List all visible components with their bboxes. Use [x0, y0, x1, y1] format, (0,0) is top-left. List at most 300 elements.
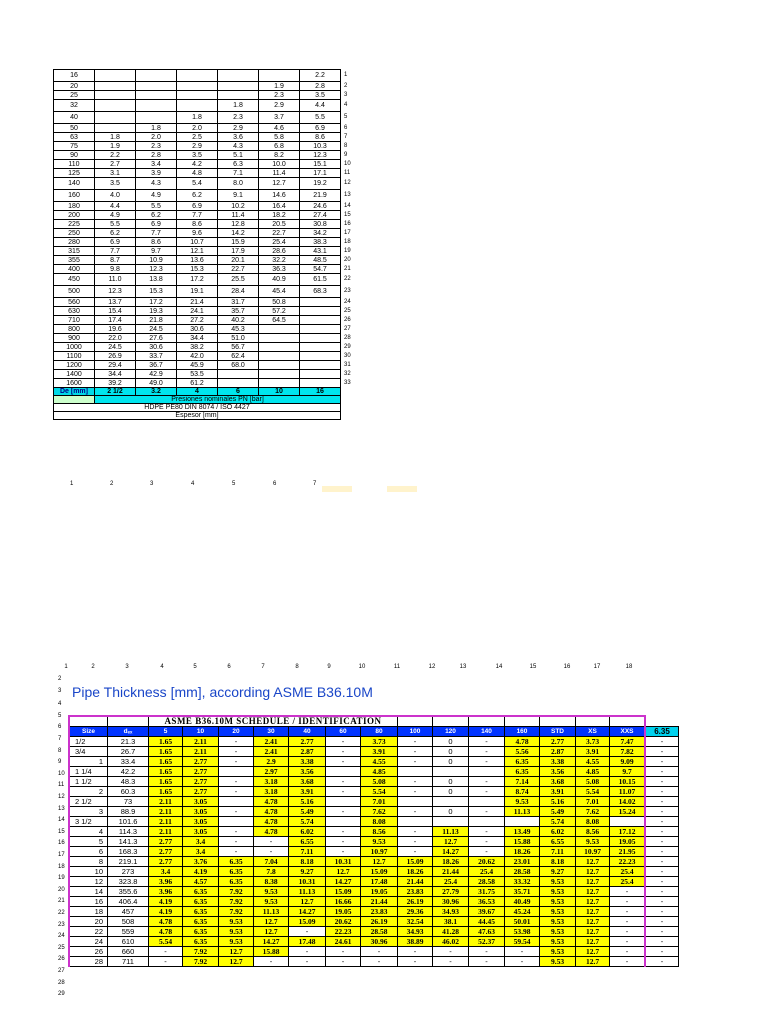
- thickness-cell[interactable]: 10.2: [218, 202, 259, 211]
- thickness-cell[interactable]: 10.97: [361, 847, 398, 857]
- thickness-cell[interactable]: 21.44: [433, 867, 469, 877]
- thickness-cell[interactable]: -: [398, 757, 433, 767]
- thickness-cell[interactable]: 15.09: [398, 857, 433, 867]
- thickness-cell[interactable]: 2.9: [254, 757, 289, 767]
- column-header[interactable]: STD: [540, 727, 576, 737]
- thickness-cell[interactable]: 19.05: [361, 887, 398, 897]
- thickness-cell[interactable]: 6.9: [136, 220, 177, 229]
- od-cell[interactable]: 500: [54, 286, 95, 298]
- thickness-cell[interactable]: 8.38: [254, 877, 289, 887]
- od-cell[interactable]: 26.7: [108, 747, 149, 757]
- thickness-cell[interactable]: 31.7: [218, 298, 259, 307]
- thickness-cell[interactable]: 7.92: [183, 957, 219, 967]
- thickness-cell[interactable]: 9.53: [540, 907, 576, 917]
- od-cell[interactable]: 610: [108, 937, 149, 947]
- od-cell[interactable]: 90: [54, 151, 95, 160]
- thickness-cell[interactable]: -: [610, 927, 646, 937]
- thickness-cell[interactable]: 13.6: [177, 256, 218, 265]
- thickness-cell[interactable]: 5.1: [218, 151, 259, 160]
- od-cell[interactable]: 280: [54, 238, 95, 247]
- thickness-cell[interactable]: 8.18: [289, 857, 326, 867]
- thickness-cell[interactable]: 0: [433, 737, 469, 747]
- od-cell[interactable]: 60.3: [108, 787, 149, 797]
- thickness-cell[interactable]: 3.4: [136, 160, 177, 169]
- thickness-cell[interactable]: 15.09: [326, 887, 361, 897]
- thickness-cell[interactable]: 6.02: [289, 827, 326, 837]
- od-cell[interactable]: 560: [54, 298, 95, 307]
- thickness-cell[interactable]: [300, 307, 341, 316]
- thickness-cell[interactable]: 9.27: [540, 867, 576, 877]
- thickness-cell[interactable]: 40.2: [218, 316, 259, 325]
- column-header[interactable]: 100: [398, 727, 433, 737]
- thickness-cell[interactable]: 2.11: [149, 827, 183, 837]
- thickness-cell[interactable]: 40.9: [259, 274, 300, 286]
- thickness-cell[interactable]: -: [505, 947, 540, 957]
- thickness-cell[interactable]: [136, 91, 177, 100]
- thickness-cell[interactable]: [433, 767, 469, 777]
- thickness-cell[interactable]: 27.79: [433, 887, 469, 897]
- column-header[interactable]: dₑₓ: [108, 727, 149, 737]
- thickness-cell[interactable]: 25.4: [469, 867, 505, 877]
- thickness-cell[interactable]: 45.3: [218, 325, 259, 334]
- size-cell[interactable]: 8: [69, 857, 108, 867]
- od-cell[interactable]: 457: [108, 907, 149, 917]
- thickness-cell[interactable]: 5.74: [540, 817, 576, 827]
- extra-cell[interactable]: -: [645, 787, 679, 797]
- thickness-cell[interactable]: 11.07: [610, 787, 646, 797]
- extra-cell[interactable]: -: [645, 797, 679, 807]
- thickness-cell[interactable]: 12.7: [576, 887, 610, 897]
- thickness-cell[interactable]: 4.4: [300, 100, 341, 112]
- thickness-cell[interactable]: 8.56: [576, 827, 610, 837]
- thickness-cell[interactable]: 68.0: [218, 361, 259, 370]
- thickness-cell[interactable]: [259, 352, 300, 361]
- thickness-cell[interactable]: 8.08: [361, 817, 398, 827]
- od-cell[interactable]: 75: [54, 142, 95, 151]
- thickness-cell[interactable]: 1.65: [149, 757, 183, 767]
- thickness-cell[interactable]: 3.1: [95, 169, 136, 178]
- thickness-cell[interactable]: -: [469, 737, 505, 747]
- thickness-cell[interactable]: 32.54: [398, 917, 433, 927]
- thickness-cell[interactable]: 4.3: [218, 142, 259, 151]
- column-header[interactable]: 30: [254, 727, 289, 737]
- thickness-cell[interactable]: 3.68: [289, 777, 326, 787]
- thickness-cell[interactable]: 12.3: [300, 151, 341, 160]
- thickness-cell[interactable]: [300, 370, 341, 379]
- thickness-cell[interactable]: 3.91: [361, 747, 398, 757]
- thickness-cell[interactable]: 56.7: [218, 343, 259, 352]
- thickness-cell[interactable]: 9.53: [540, 947, 576, 957]
- thickness-cell[interactable]: [136, 82, 177, 91]
- thickness-cell[interactable]: 12.7: [576, 937, 610, 947]
- thickness-cell[interactable]: 9.53: [540, 917, 576, 927]
- thickness-cell[interactable]: [398, 817, 433, 827]
- column-header[interactable]: 5: [149, 727, 183, 737]
- thickness-cell[interactable]: 10.7: [177, 238, 218, 247]
- thickness-cell[interactable]: 25.4: [433, 877, 469, 887]
- thickness-cell[interactable]: [95, 70, 136, 82]
- thickness-cell[interactable]: 42.0: [177, 352, 218, 361]
- thickness-cell[interactable]: 15.4: [95, 307, 136, 316]
- thickness-cell[interactable]: 7.92: [183, 947, 219, 957]
- thickness-cell[interactable]: 25.4: [610, 867, 646, 877]
- thickness-cell[interactable]: 17.12: [610, 827, 646, 837]
- thickness-cell[interactable]: 10.97: [576, 847, 610, 857]
- thickness-cell[interactable]: 2.0: [136, 133, 177, 142]
- thickness-cell[interactable]: -: [289, 927, 326, 937]
- thickness-cell[interactable]: 2.77: [149, 847, 183, 857]
- thickness-cell[interactable]: 5.16: [540, 797, 576, 807]
- thickness-cell[interactable]: [177, 70, 218, 82]
- thickness-cell[interactable]: 3.18: [254, 777, 289, 787]
- extra-cell[interactable]: -: [645, 847, 679, 857]
- thickness-cell[interactable]: 22.7: [218, 265, 259, 274]
- thickness-cell[interactable]: [136, 70, 177, 82]
- thickness-cell[interactable]: [300, 352, 341, 361]
- thickness-cell[interactable]: -: [149, 947, 183, 957]
- thickness-cell[interactable]: 27.6: [136, 334, 177, 343]
- size-cell[interactable]: 22: [69, 927, 108, 937]
- column-header[interactable]: 140: [469, 727, 505, 737]
- thickness-cell[interactable]: 19.3: [136, 307, 177, 316]
- thickness-cell[interactable]: [469, 797, 505, 807]
- thickness-cell[interactable]: 3.91: [576, 747, 610, 757]
- size-cell[interactable]: 2 1/2: [69, 797, 108, 807]
- thickness-cell[interactable]: -: [398, 807, 433, 817]
- thickness-cell[interactable]: 3.05: [183, 827, 219, 837]
- thickness-cell[interactable]: -: [610, 937, 646, 947]
- thickness-cell[interactable]: -: [610, 907, 646, 917]
- od-cell[interactable]: 63: [54, 133, 95, 142]
- thickness-cell[interactable]: [218, 370, 259, 379]
- thickness-cell[interactable]: 12.7: [576, 867, 610, 877]
- thickness-cell[interactable]: 6.35: [219, 877, 254, 887]
- od-cell[interactable]: 400: [54, 265, 95, 274]
- thickness-cell[interactable]: [259, 370, 300, 379]
- thickness-cell[interactable]: 9.7: [610, 767, 646, 777]
- thickness-cell[interactable]: 7.1: [218, 169, 259, 178]
- thickness-cell[interactable]: -: [326, 757, 361, 767]
- od-cell[interactable]: 168.3: [108, 847, 149, 857]
- thickness-cell[interactable]: 39.2: [95, 379, 136, 388]
- thickness-cell[interactable]: 25.5: [218, 274, 259, 286]
- thickness-cell[interactable]: -: [398, 737, 433, 747]
- thickness-cell[interactable]: 6.35: [183, 907, 219, 917]
- thickness-cell[interactable]: 1.65: [149, 767, 183, 777]
- od-cell[interactable]: 355.6: [108, 887, 149, 897]
- thickness-cell[interactable]: [177, 82, 218, 91]
- thickness-cell[interactable]: 3.76: [183, 857, 219, 867]
- thickness-cell[interactable]: 10.31: [326, 857, 361, 867]
- thickness-cell[interactable]: 15.3: [136, 286, 177, 298]
- thickness-cell[interactable]: 2.7: [95, 160, 136, 169]
- od-cell[interactable]: 250: [54, 229, 95, 238]
- thickness-cell[interactable]: 12.7: [219, 957, 254, 967]
- thickness-cell[interactable]: 2.8: [136, 151, 177, 160]
- thickness-cell[interactable]: -: [398, 947, 433, 957]
- thickness-cell[interactable]: [136, 112, 177, 124]
- size-cell[interactable]: 1: [69, 757, 108, 767]
- od-cell[interactable]: 180: [54, 202, 95, 211]
- thickness-cell[interactable]: [95, 82, 136, 91]
- thickness-cell[interactable]: 3.4: [183, 847, 219, 857]
- thickness-cell[interactable]: 12.7: [219, 947, 254, 957]
- thickness-cell[interactable]: 6.02: [540, 827, 576, 837]
- thickness-cell[interactable]: 3.91: [289, 787, 326, 797]
- thickness-cell[interactable]: 6.35: [219, 867, 254, 877]
- thickness-cell[interactable]: 25.4: [259, 238, 300, 247]
- thickness-cell[interactable]: 2.8: [300, 82, 341, 91]
- thickness-cell[interactable]: 16.66: [326, 897, 361, 907]
- extra-cell[interactable]: -: [645, 837, 679, 847]
- thickness-cell[interactable]: [326, 797, 361, 807]
- extra-cell[interactable]: -: [645, 827, 679, 837]
- thickness-cell[interactable]: 18.26: [398, 867, 433, 877]
- od-cell[interactable]: 323.8: [108, 877, 149, 887]
- thickness-cell[interactable]: 30.96: [361, 937, 398, 947]
- thickness-cell[interactable]: -: [398, 787, 433, 797]
- thickness-cell[interactable]: 5.54: [576, 787, 610, 797]
- thickness-cell[interactable]: 50.01: [505, 917, 540, 927]
- thickness-cell[interactable]: 49.0: [136, 379, 177, 388]
- thickness-cell[interactable]: 9.53: [254, 887, 289, 897]
- extra-cell[interactable]: -: [645, 947, 679, 957]
- thickness-cell[interactable]: 4.78: [149, 917, 183, 927]
- thickness-cell[interactable]: 6.35: [505, 757, 540, 767]
- thickness-cell[interactable]: -: [254, 957, 289, 967]
- thickness-cell[interactable]: 24.5: [95, 343, 136, 352]
- thickness-cell[interactable]: 6.35: [219, 857, 254, 867]
- size-cell[interactable]: 6: [69, 847, 108, 857]
- thickness-cell[interactable]: 6.8: [259, 142, 300, 151]
- thickness-cell[interactable]: 6.9: [95, 238, 136, 247]
- thickness-cell[interactable]: 1.65: [149, 747, 183, 757]
- od-cell[interactable]: 160: [54, 190, 95, 202]
- thickness-cell[interactable]: 17.48: [289, 937, 326, 947]
- blank-cell[interactable]: [108, 716, 149, 727]
- od-cell[interactable]: 508: [108, 917, 149, 927]
- thickness-cell[interactable]: 68.3: [300, 286, 341, 298]
- thickness-cell[interactable]: 0: [433, 747, 469, 757]
- thickness-cell[interactable]: 4.0: [95, 190, 136, 202]
- thickness-cell[interactable]: [300, 316, 341, 325]
- thickness-cell[interactable]: -: [149, 957, 183, 967]
- thickness-cell[interactable]: 9.53: [219, 917, 254, 927]
- thickness-cell[interactable]: 38.1: [433, 917, 469, 927]
- thickness-cell[interactable]: 41.28: [433, 927, 469, 937]
- thickness-cell[interactable]: 6.9: [177, 202, 218, 211]
- thickness-cell[interactable]: 30.8: [300, 220, 341, 229]
- thickness-cell[interactable]: 36.3: [259, 265, 300, 274]
- thickness-cell[interactable]: [505, 817, 540, 827]
- thickness-cell[interactable]: [259, 70, 300, 82]
- thickness-cell[interactable]: 46.02: [433, 937, 469, 947]
- blank-cell[interactable]: [645, 716, 679, 727]
- extra-cell[interactable]: -: [645, 807, 679, 817]
- extra-cell[interactable]: -: [645, 867, 679, 877]
- thickness-cell[interactable]: -: [398, 827, 433, 837]
- thickness-cell[interactable]: 44.45: [469, 917, 505, 927]
- thickness-cell[interactable]: -: [469, 777, 505, 787]
- thickness-cell[interactable]: 15.09: [361, 867, 398, 877]
- thickness-cell[interactable]: -: [326, 737, 361, 747]
- extra-cell[interactable]: -: [645, 897, 679, 907]
- thickness-cell[interactable]: 3.5: [300, 91, 341, 100]
- thickness-cell[interactable]: 5.4: [177, 178, 218, 190]
- thickness-cell[interactable]: 50.8: [259, 298, 300, 307]
- thickness-cell[interactable]: 4.85: [361, 767, 398, 777]
- thickness-cell[interactable]: 6.2: [136, 211, 177, 220]
- thickness-cell[interactable]: 3.18: [254, 787, 289, 797]
- thickness-cell[interactable]: 4.19: [149, 907, 183, 917]
- od-cell[interactable]: 48.3: [108, 777, 149, 787]
- thickness-cell[interactable]: 4.9: [136, 190, 177, 202]
- thickness-cell[interactable]: 21.8: [136, 316, 177, 325]
- thickness-cell[interactable]: 12.7: [254, 917, 289, 927]
- thickness-cell[interactable]: 9.53: [505, 797, 540, 807]
- thickness-cell[interactable]: 53.5: [177, 370, 218, 379]
- thickness-cell[interactable]: 61.5: [300, 274, 341, 286]
- thickness-cell[interactable]: 2.41: [254, 737, 289, 747]
- thickness-cell[interactable]: 62.4: [218, 352, 259, 361]
- thickness-cell[interactable]: 35.7: [218, 307, 259, 316]
- extra-cell[interactable]: -: [645, 757, 679, 767]
- thickness-cell[interactable]: -: [469, 847, 505, 857]
- thickness-cell[interactable]: 6.35: [183, 917, 219, 927]
- thickness-cell[interactable]: 24.5: [136, 325, 177, 334]
- thickness-cell[interactable]: 1.8: [177, 112, 218, 124]
- thickness-cell[interactable]: 3.56: [540, 767, 576, 777]
- thickness-cell[interactable]: 7.11: [289, 847, 326, 857]
- od-cell[interactable]: 660: [108, 947, 149, 957]
- thickness-cell[interactable]: 8.18: [540, 857, 576, 867]
- thickness-cell[interactable]: -: [289, 957, 326, 967]
- thickness-cell[interactable]: 17.2: [177, 274, 218, 286]
- size-cell[interactable]: 4: [69, 827, 108, 837]
- thickness-cell[interactable]: [136, 100, 177, 112]
- thickness-cell[interactable]: 17.2: [136, 298, 177, 307]
- thickness-cell[interactable]: 2.87: [540, 747, 576, 757]
- thickness-cell[interactable]: 9.1: [218, 190, 259, 202]
- size-cell[interactable]: 16: [69, 897, 108, 907]
- od-cell[interactable]: 225: [54, 220, 95, 229]
- thickness-cell[interactable]: -: [469, 957, 505, 967]
- thickness-cell[interactable]: 7.04: [254, 857, 289, 867]
- thickness-cell[interactable]: -: [398, 847, 433, 857]
- thickness-cell[interactable]: -: [219, 737, 254, 747]
- blank-cell[interactable]: [505, 716, 540, 727]
- thickness-cell[interactable]: -: [254, 837, 289, 847]
- thickness-cell[interactable]: -: [469, 837, 505, 847]
- thickness-cell[interactable]: 4.8: [177, 169, 218, 178]
- thickness-cell[interactable]: 4.9: [95, 211, 136, 220]
- thickness-cell[interactable]: 9.09: [610, 757, 646, 767]
- thickness-cell[interactable]: 3.5: [177, 151, 218, 160]
- thickness-cell[interactable]: 5.16: [289, 797, 326, 807]
- thickness-cell[interactable]: 5.49: [289, 807, 326, 817]
- od-cell[interactable]: 140: [54, 178, 95, 190]
- thickness-cell[interactable]: 1.9: [95, 142, 136, 151]
- thickness-cell[interactable]: 9.53: [219, 927, 254, 937]
- thickness-cell[interactable]: 12.7: [576, 857, 610, 867]
- size-cell[interactable]: 3/4: [69, 747, 108, 757]
- thickness-cell[interactable]: 34.2: [300, 229, 341, 238]
- thickness-cell[interactable]: 8.6: [177, 220, 218, 229]
- thickness-cell[interactable]: 4.78: [254, 797, 289, 807]
- thickness-cell[interactable]: [218, 70, 259, 82]
- thickness-cell[interactable]: 12.7: [576, 907, 610, 917]
- thickness-cell[interactable]: 18.26: [433, 857, 469, 867]
- extra-cell[interactable]: -: [645, 767, 679, 777]
- thickness-cell[interactable]: 42.9: [136, 370, 177, 379]
- size-cell[interactable]: 5: [69, 837, 108, 847]
- thickness-cell[interactable]: 11.4: [218, 211, 259, 220]
- thickness-cell[interactable]: 23.83: [361, 907, 398, 917]
- blank-cell[interactable]: [398, 716, 433, 727]
- thickness-cell[interactable]: 1.8: [136, 124, 177, 133]
- thickness-cell[interactable]: [326, 817, 361, 827]
- thickness-cell[interactable]: [433, 797, 469, 807]
- thickness-cell[interactable]: 3.4: [149, 867, 183, 877]
- column-header[interactable]: 80: [361, 727, 398, 737]
- thickness-cell[interactable]: 12.7: [361, 857, 398, 867]
- thickness-cell[interactable]: 1.8: [95, 133, 136, 142]
- size-cell[interactable]: 3: [69, 807, 108, 817]
- thickness-cell[interactable]: [300, 334, 341, 343]
- thickness-cell[interactable]: 7.62: [361, 807, 398, 817]
- thickness-cell[interactable]: 0: [433, 757, 469, 767]
- thickness-cell[interactable]: 7.8: [254, 867, 289, 877]
- thickness-cell[interactable]: 5.54: [149, 937, 183, 947]
- thickness-cell[interactable]: 2.2: [95, 151, 136, 160]
- od-cell[interactable]: 406.4: [108, 897, 149, 907]
- thickness-cell[interactable]: 12.7: [326, 867, 361, 877]
- thickness-cell[interactable]: 21.44: [361, 897, 398, 907]
- extra-cell[interactable]: -: [645, 937, 679, 947]
- thickness-cell[interactable]: 4.78: [254, 827, 289, 837]
- thickness-cell[interactable]: 23.01: [505, 857, 540, 867]
- thickness-cell[interactable]: -: [326, 947, 361, 957]
- thickness-cell[interactable]: -: [361, 947, 398, 957]
- thickness-cell[interactable]: 8.7: [95, 256, 136, 265]
- thickness-cell[interactable]: -: [398, 837, 433, 847]
- thickness-cell[interactable]: [300, 343, 341, 352]
- thickness-cell[interactable]: 47.63: [469, 927, 505, 937]
- thickness-cell[interactable]: 24.1: [177, 307, 218, 316]
- thickness-cell[interactable]: 52.37: [469, 937, 505, 947]
- thickness-cell[interactable]: [398, 767, 433, 777]
- thickness-cell[interactable]: 7.7: [177, 211, 218, 220]
- thickness-cell[interactable]: 33.32: [505, 877, 540, 887]
- extra-cell[interactable]: -: [645, 957, 679, 967]
- od-cell[interactable]: 1600: [54, 379, 95, 388]
- thickness-cell[interactable]: 10.3: [300, 142, 341, 151]
- thickness-cell[interactable]: 9.53: [219, 937, 254, 947]
- thickness-cell[interactable]: [218, 82, 259, 91]
- od-cell[interactable]: 219.1: [108, 857, 149, 867]
- column-header[interactable]: XS: [576, 727, 610, 737]
- thickness-cell[interactable]: 34.4: [95, 370, 136, 379]
- od-cell[interactable]: 114.3: [108, 827, 149, 837]
- thickness-cell[interactable]: 6.2: [177, 190, 218, 202]
- thickness-cell[interactable]: 2.11: [183, 747, 219, 757]
- column-header[interactable]: Size: [69, 727, 108, 737]
- size-cell[interactable]: 1 1/4: [69, 767, 108, 777]
- thickness-cell[interactable]: 7.01: [361, 797, 398, 807]
- thickness-cell[interactable]: 5.08: [576, 777, 610, 787]
- thickness-cell[interactable]: 7.92: [219, 907, 254, 917]
- thickness-cell[interactable]: 26.19: [361, 917, 398, 927]
